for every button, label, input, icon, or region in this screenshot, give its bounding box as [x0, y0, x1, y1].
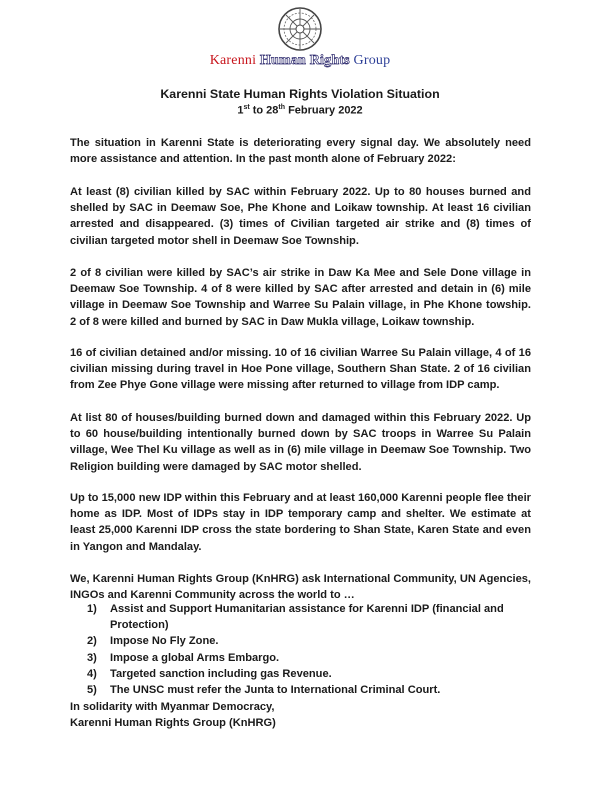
logo-word-human-rights: Human Rights [259, 53, 350, 68]
signature-organization: Karenni Human Rights Group (KnHRG) [70, 717, 276, 730]
closing-line: In solidarity with Myanmar Democracy, [70, 701, 275, 713]
document-date-range: 1st to 28th February 2022 [237, 104, 363, 117]
list-item: 1) Assist and Support Humanitarian assistance for Karenni IDP (financial and Protection) [87, 603, 504, 632]
demands-list [87, 601, 547, 698]
paragraph-summary: At least (8) civilian killed by SAC within February 2022. Up to 80 houses burned and shelled by SAC in Deemaw Soe, Phe Khone and Loikaw township. At least 16 civilian arrested and disappeared. (3) times of Civilian targeted air strike and (8) times of civilian targeted motor shell in Deemaw Soe Township. [70, 186, 531, 247]
paragraph-killings: 2 of 8 civilian were killed by SAC’s air strike in Daw Ka Mee and Sele Done village in Deemaw Soe Township. 4 of 8 were killed by SAC after arrested and detain in (6) mile village in Deemaw Soe Township and Warree Su Palain village, in Phe Khone towship. 2 of 8 were killed and burned by SAC in Daw Mukla village, Loikaw township. [70, 267, 531, 328]
list-item: 5) The UNSC must refer the Junta to International Criminal Court. [87, 684, 441, 697]
document-title: Karenni State Human Rights Violation Situation [160, 87, 440, 101]
paragraph-idp: Up to 15,000 new IDP within this February and at least 160,000 Karenni people flee their home as IDP. Most of IDPs stay in IDP temporary camp and shelter. We estimate at least 25,000 Karenni IDP cross the state bordering to Shan State, Karen State and even in Yangon and Mandalay. [70, 492, 531, 553]
paragraph-appeal: We, Karenni Human Rights Group (KnHRG) ask International Community, UN Agencies, INGOs and Karenni Community across the world to … [70, 573, 531, 602]
paragraph-houses: At list 80 of houses/building burned down and damaged within this February 2022. Up to 60 house/building intentionally burned down by SAC troops in Warree Su Palain village, Wee Thel Ku village as well as in (6) mile village in Deemaw Soe Township. Two Religion building were damaged by SAC motor shelled. [70, 412, 531, 473]
karenni-seal-emblem-icon [269, 6, 331, 52]
closing-signature [70, 699, 531, 731]
list-item: 4) Targeted sanction including gas Revenue. [87, 667, 332, 680]
logo-wordmark [185, 53, 415, 69]
logo-word-group: Group [353, 53, 391, 68]
list-item: 2) Impose No Fly Zone. [87, 635, 219, 648]
list-item: 3) Impose a global Arms Embargo. [87, 651, 280, 664]
paragraph-intro: The situation in Karenni State is deteriorating every signal day. We absolutely need more assistance and attention. In the past month alone of February 2022: [70, 137, 531, 166]
organization-logo [185, 6, 415, 72]
paragraph-detained: 16 of civilian detained and/or missing. 10 of 16 civilian Warree Su Palain village, 4 of 16 civilian missing during travel in Hoe Pone village, Southern Shan State. 2 of 16 civilian from Zee Phye Gone village were missing after returned to village from IDP camp. [70, 347, 531, 392]
logo-word-karenni: Karenni [209, 53, 257, 68]
